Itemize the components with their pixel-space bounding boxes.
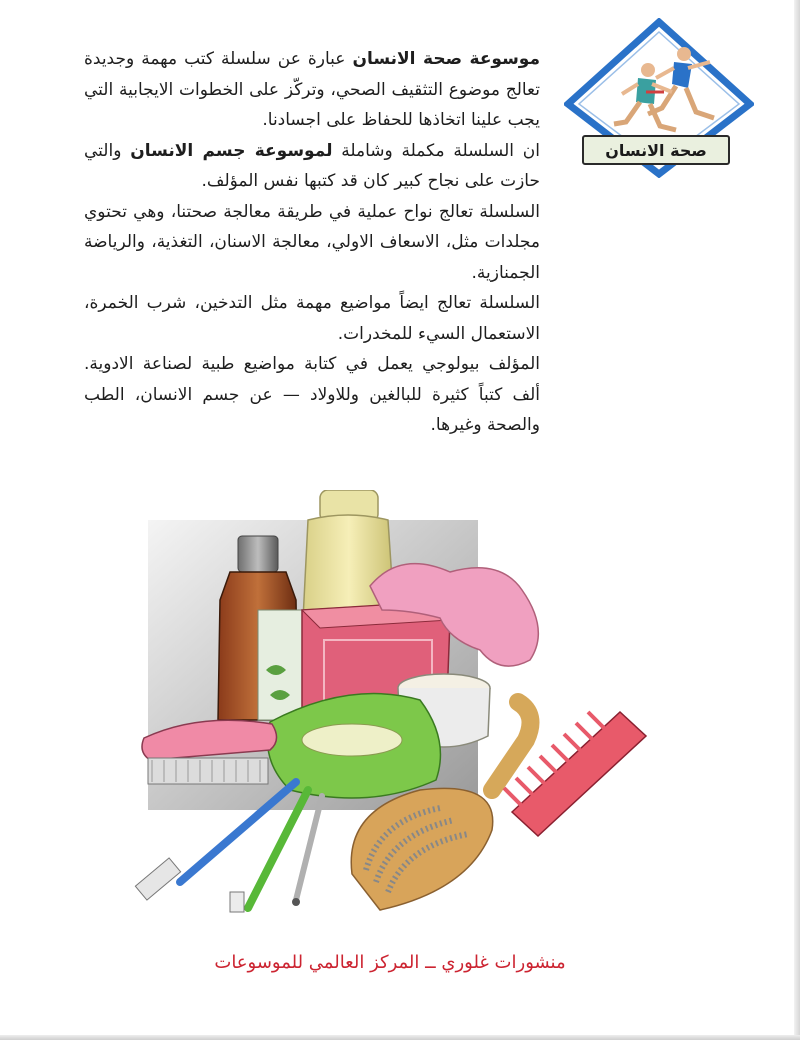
blurb-text-1: عبارة عن سلسلة كتب مهمة وجديدة تعالج موضوع التثقيف الصحي، وتركّز على الخطوات الايجابية التي يجب علينا اتخاذها للحفاظ على اجسادنا. bbox=[84, 49, 540, 130]
blurb-text-2a: ان السلسلة مكملة وشاملة bbox=[332, 140, 540, 161]
page-edge-bottom bbox=[0, 1035, 800, 1040]
blurb-paragraph-5: المؤلف بيولوجي يعمل في كتابة مواضيع طبية لصناعة الادوية. ألف كتباً كثيرة للبالغين وللاولاد — عن جسم الانسان، الطب والصحة وغيرها. bbox=[84, 354, 540, 435]
blurb-text-2b: والتي حازت على نجاح كبير كان قد كتبها نفس المؤلف. bbox=[84, 140, 540, 191]
blurb-paragraph-3: السلسلة تعالج نواح عملية في طريقة معالجة صحتنا، وهي تحتوي مجلدات مثل، الاسعاف الاولي، معالجة الاسنان، التغذية، والرياضة الجمنازية. bbox=[84, 201, 540, 283]
hygiene-products-illustration bbox=[120, 490, 680, 924]
series-badge bbox=[564, 18, 754, 178]
page-edge-right bbox=[794, 0, 800, 1040]
publisher-line: منشورات غلوري ــ المركز العالمي للموسوعات bbox=[214, 952, 566, 973]
back-cover-blurb bbox=[84, 44, 540, 441]
blurb-paragraph-2 bbox=[84, 136, 540, 197]
blurb-paragraph-1 bbox=[84, 44, 540, 136]
hygiene-products-drawing bbox=[120, 490, 680, 920]
badge-label: صحة الانسان bbox=[582, 135, 730, 165]
related-series-title: لموسوعة جسم الانسان bbox=[130, 140, 333, 161]
thermometer-bulb bbox=[292, 898, 300, 906]
series-title: موسوعة صحة الانسان bbox=[352, 49, 540, 69]
blurb-paragraph-4: السلسلة تعالج ايضاً مواضيع مهمة مثل التدخين، شرب الخمرة، الاستعمال السيء للمخدرات. bbox=[84, 293, 540, 344]
